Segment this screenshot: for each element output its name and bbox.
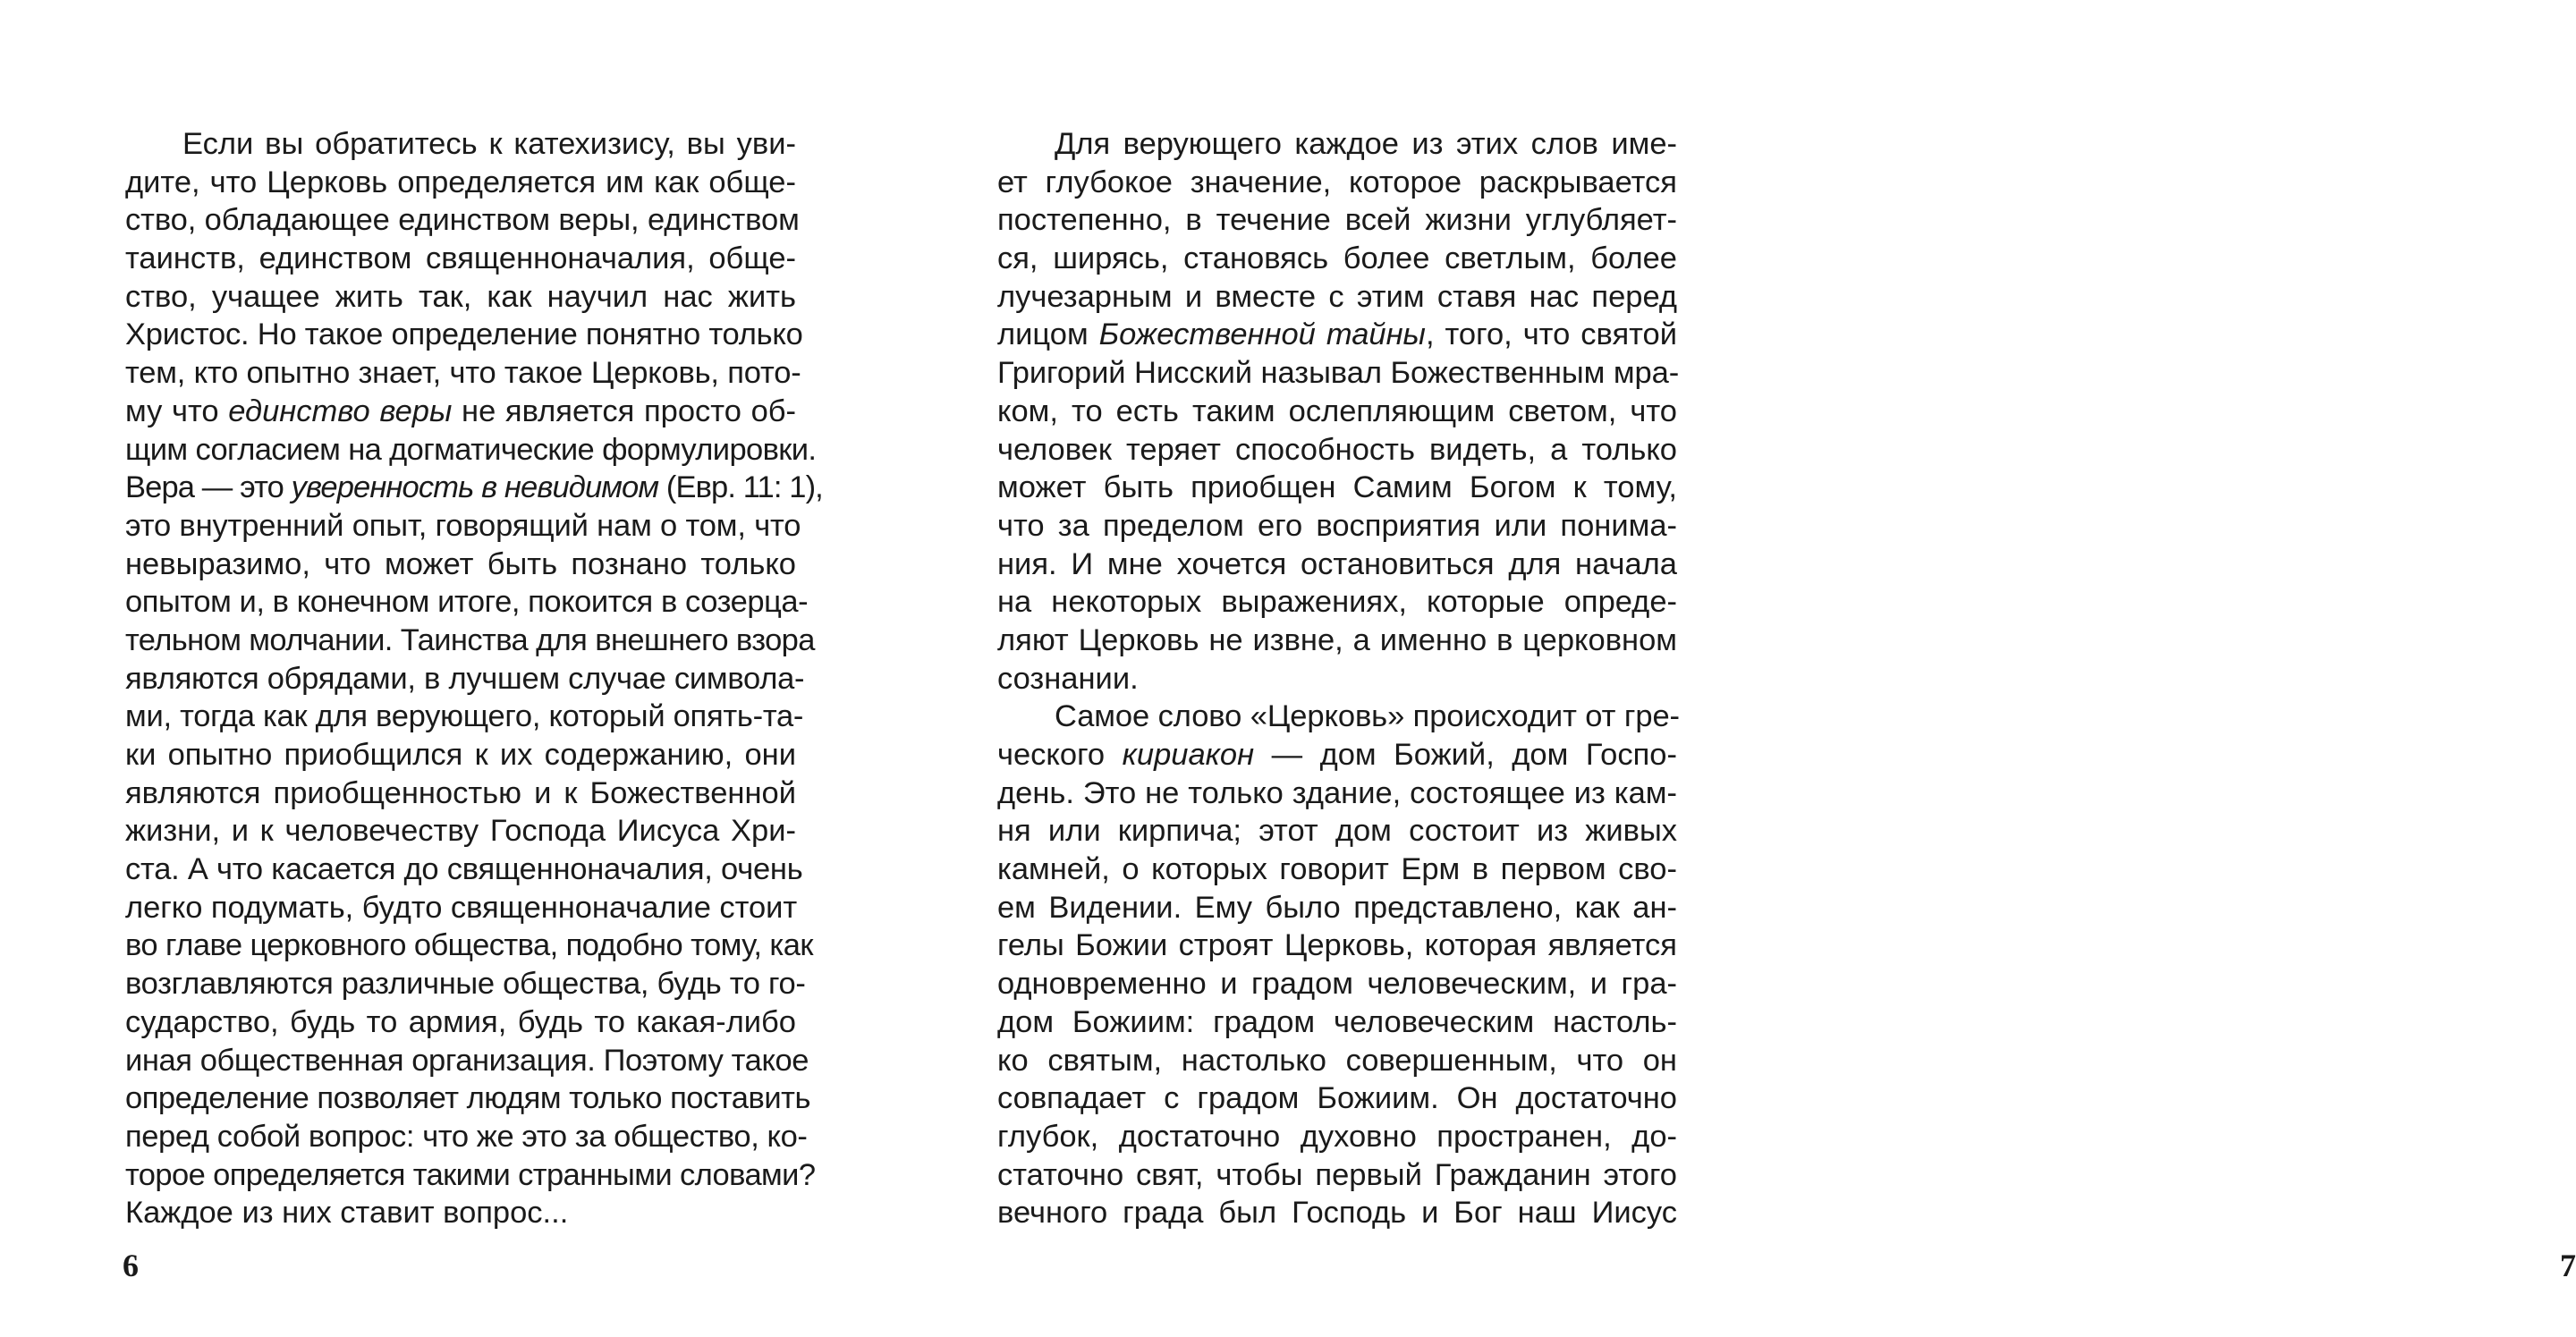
italic-phrase: Божественной тайны	[1098, 317, 1426, 352]
text-line	[125, 393, 796, 431]
text-line: ет глубокое значение, которое раскрывается	[997, 165, 1677, 199]
text-line: ми, тогда как для верующего, который опять-та-	[125, 699, 804, 734]
text-line: ня или кирпича; этот дом состоит из живых	[997, 814, 1677, 849]
text-line: торое определяется такими странными словами?	[125, 1157, 816, 1192]
text-line: это внутренний опыт, говорящий нам о том, что	[125, 508, 801, 543]
text-line: невыразимо, что может быть познано только	[125, 546, 796, 581]
text-line: легко подумать, будто священноначалие стоит	[125, 890, 798, 925]
text-line: ство, обладающее единством веры, единством	[125, 203, 800, 238]
text-line: ния. И мне хочется остановиться для начала	[997, 546, 1677, 581]
left-page-text	[125, 125, 823, 1232]
text-line: постепенно, в течение всей жизни углубляет-	[997, 203, 1677, 238]
text-line: ляют Церковь не извне, а именно в церковном	[997, 622, 1677, 657]
text-line: ком, то есть таким ослепляющим светом, что	[997, 393, 1677, 428]
text-line	[997, 316, 1677, 354]
right-page-number: 7	[2560, 1248, 2576, 1283]
text-line: гелы Божии строят Церковь, которая является	[997, 928, 1677, 963]
text-segment: Вера — это	[125, 470, 292, 505]
text-segment: , того, что святой	[1425, 317, 1677, 352]
text-segment: не является просто об-	[452, 393, 797, 428]
italic-phrase: кириакон	[1122, 738, 1255, 772]
text-line: сударство, будь то армия, будь то какая-либо	[125, 1004, 796, 1039]
text-line	[997, 736, 1677, 774]
text-line: Христос. Но такое определение понятно только	[125, 317, 803, 352]
text-line: может быть приобщен Самим Богом к тому,	[997, 470, 1677, 505]
right-page-text	[997, 125, 1680, 1232]
left-page-number: 6	[123, 1248, 139, 1283]
text-line: лучезарным и вместе с этим ставя нас перед	[997, 279, 1677, 314]
text-line	[125, 469, 823, 507]
text-line: Для верующего каждое из этих слов име-	[1055, 127, 1677, 161]
text-line: статочно свят, чтобы первый Гражданин этого	[997, 1157, 1677, 1192]
text-line: во главе церковного общества, подобно тому, как	[125, 928, 813, 963]
text-line: щим согласием на догматические формулировки.	[125, 432, 817, 467]
text-line: сознании.	[997, 661, 1139, 696]
text-line: человек теряет способность видеть, а только	[997, 432, 1677, 467]
text-line: дом Божиим: градом человеческим настоль-	[997, 1004, 1677, 1039]
text-line: являются приобщенностью и к Божественной	[125, 775, 796, 810]
text-line: глубок, достаточно духовно пространен, до-	[997, 1119, 1677, 1154]
text-segment: — дом Божий, дом Госпо-	[1254, 738, 1677, 772]
text-line: дите, что Церковь определяется им как обще-	[125, 165, 796, 199]
text-line: ем Видении. Ему было представлено, как ан-	[997, 890, 1677, 925]
text-line: день. Это не только здание, состоящее из кам-	[997, 775, 1677, 810]
text-line: ки опытно приобщился к их содержанию, они	[125, 738, 796, 772]
text-line: иная общественная организация. Поэтому такое	[125, 1043, 809, 1078]
text-segment: (Евр. 11: 1),	[658, 470, 823, 505]
italic-phrase: уверенность в невидимом	[291, 470, 659, 505]
text-line: определение позволяет людям только поставить	[125, 1081, 810, 1116]
text-line: перед собой вопрос: что же это за общество, ко-	[125, 1119, 808, 1154]
text-line: одновременно и градом человеческим, и гра-	[997, 967, 1677, 1002]
text-line: на некоторых выражениях, которые опреде-	[997, 585, 1677, 620]
text-line: являются обрядами, в лучшем случае символа-	[125, 661, 805, 696]
text-line: Григорий Нисский называл Божественным мра-	[997, 356, 1680, 391]
text-line: камней, о которых говорит Ерм в первом сво-	[997, 852, 1677, 887]
text-line: таинств, единством священноначалия, обще-	[125, 241, 796, 276]
text-line: Самое слово «Церковь» происходит от гре-	[1055, 699, 1680, 734]
text-line: опытом и, в конечном итоге, покоится в созерца-	[125, 585, 809, 620]
text-line: вечного града был Господь и Бог наш Иисус	[997, 1196, 1677, 1231]
text-line: ство, учащее жить так, как научил нас жить	[125, 279, 796, 314]
text-segment: ческого	[997, 738, 1123, 772]
text-line: ста. А что касается до священноначалия, очень	[125, 852, 803, 887]
text-line: возглавляются различные общества, будь то го-	[125, 967, 806, 1002]
italic-phrase: единство веры	[228, 393, 453, 428]
text-line: Если вы обратитесь к катехизису, вы уви-	[182, 127, 796, 161]
text-line: Каждое из них ставит вопрос...	[125, 1196, 569, 1231]
text-line: что за пределом его восприятия или понима-	[997, 508, 1677, 543]
text-line: совпадает с градом Божиим. Он достаточно	[997, 1081, 1677, 1116]
text-line: ся, ширясь, становясь более светлым, более	[997, 241, 1677, 276]
text-line: жизни, и к человечеству Господа Иисуса Хри-	[125, 814, 796, 849]
text-line: тельном молчании. Таинства для внешнего взора	[125, 622, 815, 657]
text-line: тем, кто опытно знает, что такое Церковь, пото-	[125, 356, 801, 391]
text-line: ко святым, настолько совершенным, что он	[997, 1043, 1677, 1078]
left-page	[0, 0, 894, 1337]
text-segment: му что	[125, 393, 229, 428]
text-segment: лицом	[997, 317, 1099, 352]
